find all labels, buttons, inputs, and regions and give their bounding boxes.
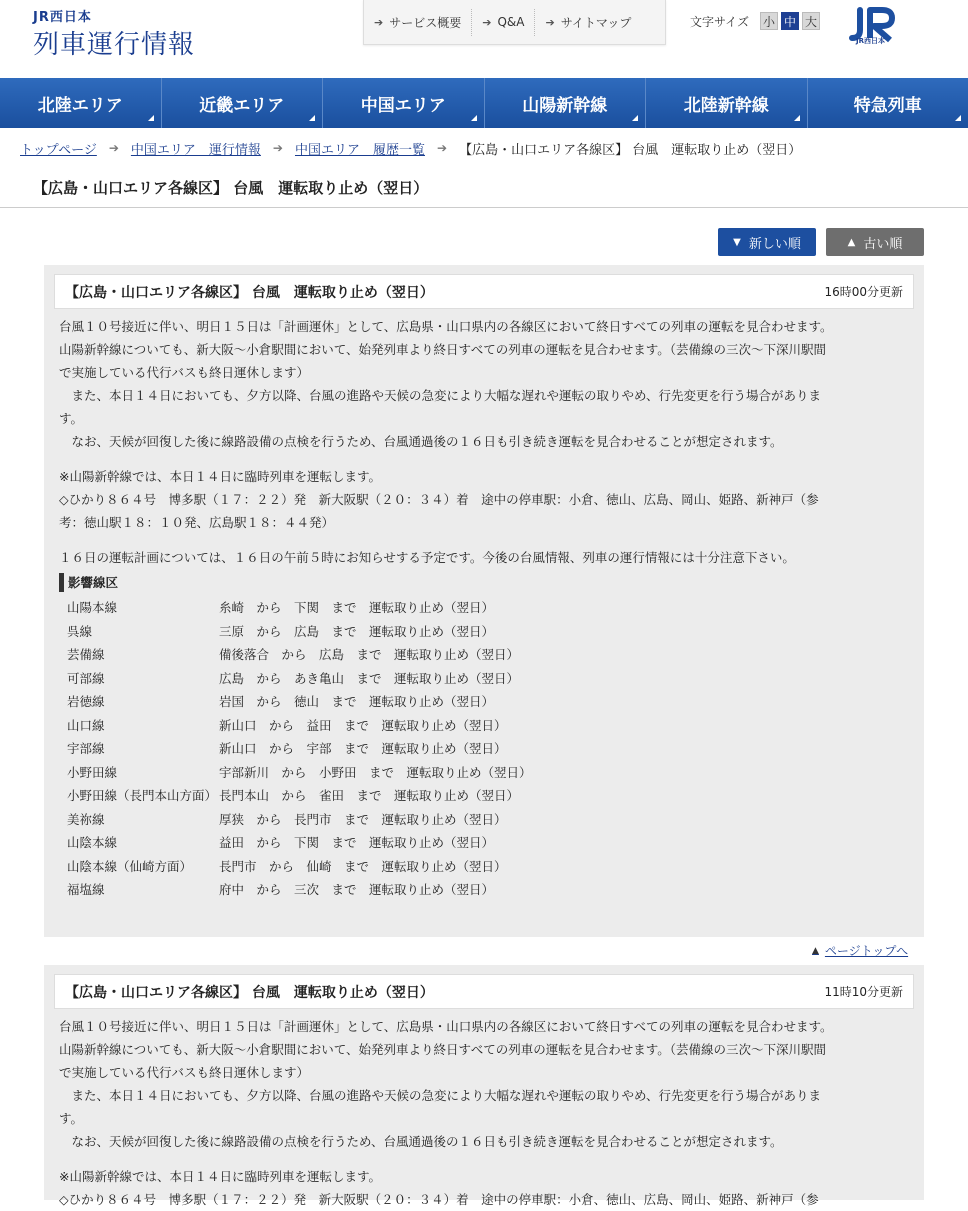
arrow-down-icon: ▼ [733,237,741,248]
line-name: 美祢線 [59,808,219,832]
text-line: 山陽新幹線についても、新大阪〜小倉駅間において、始発列車より終日すべての列車の運転を見合わせます。（芸備線の三次〜下深川駅間 [59,1038,909,1061]
line-name: 山口線 [59,714,219,738]
affected-line-row [59,667,909,691]
font-size-control [690,12,820,30]
nav-item-label: 北陸新幹線 [684,91,769,116]
util-link-service[interactable] [364,9,472,36]
site-title[interactable]: 列車運行情報 [33,24,195,61]
line-name: 芸備線 [59,643,219,667]
line-name: 福塩線 [59,878,219,902]
line-name: 山陽本線 [59,596,219,620]
text-line: 台風１０号接近に伴い、明日１５日は「計画運休」として、広島県・山口県内の各線区において終日すべての列車の運転を見合わせます。 [59,315,909,338]
corner-arrow-icon [632,115,638,121]
text-line: 考：徳山駅１８：１０発、広島駅１８：４４発） [59,511,909,534]
line-status: 長門市 から 仙崎 まで 運転取り止め（翌日） [219,855,909,879]
util-link-label: サービス概要 [389,14,461,31]
nav-item-label: 近畿エリア [199,91,284,116]
update-body [54,309,914,902]
affected-line-row [59,831,909,855]
logo-caption: JR西日本 [856,36,885,46]
line-name: 岩徳線 [59,690,219,714]
update-panel-header [54,974,914,1009]
corner-arrow-icon [471,115,477,121]
line-name: 山陰本線（仙崎方面） [59,855,219,879]
line-status: 府中 から 三次 まで 運転取り止め（翌日） [219,878,909,902]
arrow-right-icon: ➔ [374,16,383,29]
util-link-sitemap[interactable] [535,9,641,36]
update-panel [44,965,924,1200]
corner-arrow-icon [794,115,800,121]
arrow-right-icon: ➔ [482,16,491,29]
utility-links [363,0,666,45]
nav-item-kinki[interactable] [162,78,324,128]
breadcrumb-link-history[interactable]: 中国エリア 履歴一覧 [295,139,425,158]
nav-item-sanyo-shinkansen[interactable] [485,78,647,128]
affected-line-row [59,643,909,667]
notice-paragraph [59,1015,909,1153]
nav-item-chugoku[interactable] [323,78,485,128]
nav-item-limited-express[interactable] [808,78,968,128]
corner-arrow-icon [309,115,315,121]
line-name: 呉線 [59,620,219,644]
line-status: 備後落合 から 広島 まで 運転取り止め（翌日） [219,643,909,667]
affected-lines-heading: 影響線区 [59,573,909,592]
sort-newest-label: 新しい順 [749,233,801,252]
notice-paragraph [59,315,909,453]
breadcrumb-link-area-info[interactable]: 中国エリア 運行情報 [131,139,261,158]
nav-item-label: 中国エリア [361,91,446,116]
sort-oldest-button[interactable] [826,228,924,256]
util-link-label: サイトマップ [561,14,632,31]
util-link-label: Q&A [497,15,524,29]
affected-line-row [59,784,909,808]
corner-arrow-icon [955,115,961,121]
affected-line-row [59,620,909,644]
font-size-large-button[interactable]: 大 [802,12,820,30]
arrow-right-icon: ➔ [545,16,554,29]
text-line: で実施している代行バスも終日運休します） [59,361,909,384]
breadcrumb-link-top[interactable]: トップページ [20,139,97,158]
text-line: ※山陽新幹線では、本日１４日に臨時列車を運転します。 [59,1165,909,1188]
update-panel-header [54,274,914,309]
text-line: ※山陽新幹線では、本日１４日に臨時列車を運転します。 [59,465,909,488]
text-line: なお、天候が回復した後に線路設備の点検を行うため、台風通過後の１６日も引き続き運転を見合わせることが想定されます。 [59,430,909,453]
sort-newest-button[interactable] [718,228,816,256]
update-body [54,1009,914,1211]
line-status: 益田 から 下関 まで 運転取り止め（翌日） [219,831,909,855]
text-line: で実施している代行バスも終日運休します） [59,1061,909,1084]
affected-line-row [59,737,909,761]
arrow-right-icon: ➔ [273,141,283,155]
line-status: 新山口 から 益田 まで 運転取り止め（翌日） [219,714,909,738]
affected-line-row [59,761,909,785]
update-title: 【広島・山口エリア各線区】 台風 運転取り止め（翌日） [65,982,434,1002]
line-status: 宇部新川 から 小野田 まで 運転取り止め（翌日） [219,761,909,785]
line-status: 広島 から あき亀山 まで 運転取り止め（翌日） [219,667,909,691]
update-time: 16時00分更新 [824,283,903,300]
font-size-medium-button[interactable]: 中 [781,12,799,30]
affected-line-row [59,808,909,832]
breadcrumb [0,128,968,168]
affected-line-row [59,690,909,714]
nav-item-label: 特急列車 [854,91,922,116]
notice-paragraph [59,1165,909,1211]
line-name: 小野田線 [59,761,219,785]
line-status: 厚狭 から 長門市 まで 運転取り止め（翌日） [219,808,909,832]
page-top-label: ページトップへ [825,942,908,959]
line-name: 小野田線（長門本山方面） [59,784,219,808]
text-line: また、本日１４日においても、夕方以降、台風の進路や天候の急変により大幅な遅れや運転の取りやめ、行先変更を行う場合がありま [59,1084,909,1107]
site-header [0,0,968,78]
text-line: また、本日１４日においても、夕方以降、台風の進路や天候の急変により大幅な遅れや運転の取りやめ、行先変更を行う場合がありま [59,384,909,407]
nav-item-hokuriku-shinkansen[interactable] [646,78,808,128]
arrow-right-icon: ➔ [437,141,447,155]
text-line: なお、天候が回復した後に線路設備の点検を行うため、台風通過後の１６日も引き続き運転を見合わせることが想定されます。 [59,1130,909,1153]
affected-line-row [59,714,909,738]
affected-line-row [59,855,909,879]
affected-line-row [59,596,909,620]
text-line: 台風１０号接近に伴い、明日１５日は「計画運休」として、広島県・山口県内の各線区において終日すべての列車の運転を見合わせます。 [59,1015,909,1038]
affected-line-row [59,878,909,902]
line-status: 三原 から 広島 まで 運転取り止め（翌日） [219,620,909,644]
line-status: 岩国 から 徳山 まで 運転取り止め（翌日） [219,690,909,714]
text-line: す。 [59,1107,909,1130]
notice-paragraph [59,546,909,569]
update-panel [44,265,924,937]
text-line: す。 [59,407,909,430]
text-line: ◇ひかり８６４号 博多駅（１７：２２）発 新大阪駅（２０：３４）着 途中の停車駅：小倉、徳山、広島、岡山、姫路、新神戸（参 [59,488,909,511]
page-title: 【広島・山口エリア各線区】 台風 運転取り止め（翌日） [0,168,968,208]
line-status: 長門本山 から 雀田 まで 運転取り止め（翌日） [219,784,909,808]
nav-item-label: 北陸エリア [38,91,123,116]
sort-oldest-label: 古い順 [863,233,902,252]
line-status: 糸崎 から 下関 まで 運転取り止め（翌日） [219,596,909,620]
nav-item-label: 山陽新幹線 [522,91,607,116]
arrow-right-icon: ➔ [109,141,119,155]
arrow-up-icon: ▲ [812,946,819,956]
line-name: 山陰本線 [59,831,219,855]
breadcrumb-current: 【広島・山口エリア各線区】 台風 運転取り止め（翌日） [459,139,801,158]
affected-lines-list [59,596,909,902]
text-line: 山陽新幹線についても、新大阪〜小倉駅間において、始発列車より終日すべての列車の運転を見合わせます。（芸備線の三次〜下深川駅間 [59,338,909,361]
text-line: ◇ひかり８６４号 博多駅（１７：２２）発 新大阪駅（２０：３４）着 途中の停車駅：小倉、徳山、広島、岡山、姫路、新神戸（参 [59,1188,909,1211]
corner-arrow-icon [148,115,154,121]
util-link-qa[interactable] [472,9,535,36]
brand-small[interactable]: JR西日本 [33,6,92,25]
line-name: 可部線 [59,667,219,691]
notice-paragraph [59,465,909,534]
line-name: 宇部線 [59,737,219,761]
line-status: 新山口 から 宇部 まで 運転取り止め（翌日） [219,737,909,761]
arrow-up-icon: ▲ [848,237,856,248]
nav-item-hokuriku[interactable] [0,78,162,128]
page-top-link[interactable] [812,942,908,959]
area-nav [0,78,968,128]
update-time: 11時10分更新 [824,983,903,1000]
font-size-small-button[interactable]: 小 [760,12,778,30]
text-line: １６日の運転計画については、１６日の午前５時にお知らせする予定です。今後の台風情報、列車の運行情報には十分注意下さい。 [59,546,909,569]
font-size-label: 文字サイズ [690,13,749,30]
update-title: 【広島・山口エリア各線区】 台風 運転取り止め（翌日） [65,282,434,302]
